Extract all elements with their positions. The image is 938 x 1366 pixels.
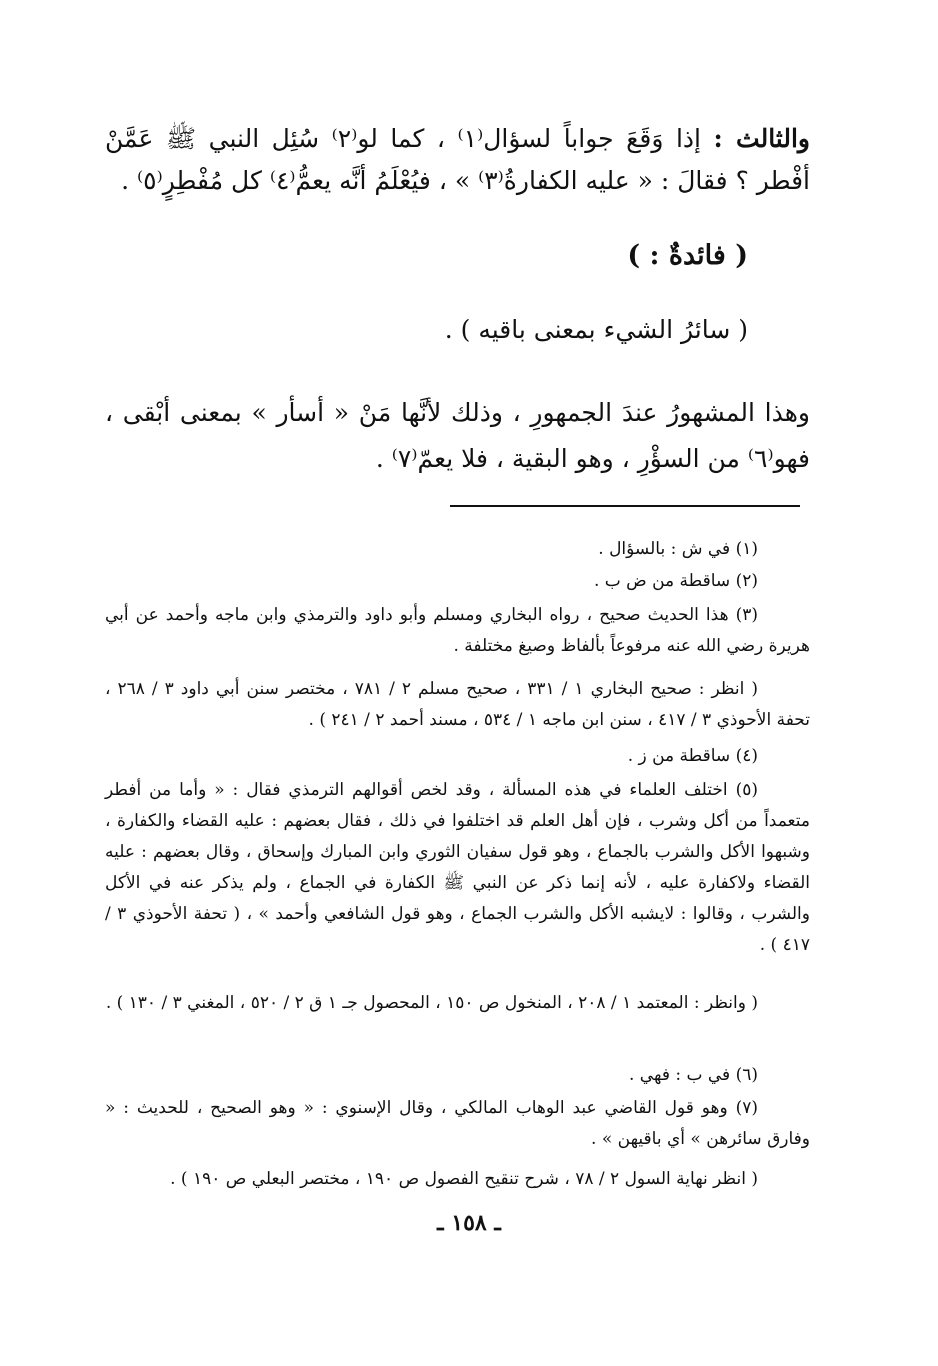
footnote-3-reference: ( انظر : صحيح البخاري ١ / ٣٣١ ، صحيح مسلم ٢ / ٧٨١ ، مختصر سنن أبي داود ٣ / ٢٦٨ ، تحفة الأحوذي ٣ / ٤١٧ ، سنن ابن ماجه ١ / ٥٣٤ ، مسند أحمد ٢ / ٢٤١ ) .: [105, 679, 810, 730]
footnote-5: (٥) اختلف العلماء في هذه المسألة ، وقد لخص أقوالهم الترمذي فقال : « وأما من أفطر متعمداً من أكل وشرب ، فإن أهل العلم قد اختلفوا في ذلك ، فقال بعضهم : عليه القضاء والكفارة ، وشبهوا الأكل والشرب بالجماع ، وهو قول سفيان الثوري وابن المبارك وإسحاق ، وقال بعضهم : عليه القضاء ولاكفارة عليه ، لأنه إنما ذكر عن النبي ﷺ الكفارة في الجماع ، ولم يذكر عنه في الأكل والشرب ، وقالوا : لايشبه الأكل والشرب الجماع ، وهو قول الشافعي وأحمد » ، ( تحفة الأحوذي ٣ / ٤١٧ ) .: [105, 780, 810, 955]
footnote-7: (٧) وهو قول القاضي عبد الوهاب المالكي ، وقال الإسنوي : « وهو الصحيح ، للحديث : « وفارق سائرهن » أي باقيهن » .: [105, 1098, 810, 1149]
footnote-6: (٦) في ب : فهي .: [629, 1065, 758, 1085]
footnote-5-reference: ( وانظر : المعتمد ١ / ٢٠٨ ، المنخول ص ١٥٠ ، المحصول جـ ١ ق ٢ / ٥٢٠ ، المغني ٣ / ١٣٠ ) .: [105, 993, 758, 1013]
paragraph-lead: والثالث :: [713, 124, 810, 153]
footnote-divider: [450, 505, 800, 507]
footnote-1: (١) في ش : بالسؤال .: [598, 539, 758, 559]
page-number: ـ ١٥٨ ـ: [437, 1210, 501, 1236]
main-paragraph-2: وهذا المشهورُ عندَ الجمهورِ ، وذلك لأنَّها مَنْ « أسأر » بمعنى أبْقى ، فهو⁽٦⁾ من السؤْرِ ، وهو البقية ، فلا يعمّ⁽٧⁾ .: [105, 398, 810, 473]
section-heading: ( فائدةٌ : ): [627, 240, 748, 271]
paragraph-text: إذا وَقَعَ جواباً لسؤال⁽١⁾ ، كما لو⁽٢⁾ سُئِل النبي ﷺ عَمَّنْ أفْطر ؟ فقالَ : « عليه الكفارةُ⁽٣⁾ » ، فيُعْلَمُ أنَّه يعمُّ⁽٤⁾ كل مُفْطِرٍ⁽٥⁾ .: [105, 124, 810, 195]
main-paragraph-1: [105, 118, 810, 202]
footnote-7-reference: ( انظر نهاية السول ٢ / ٧٨ ، شرح تنقيح الفصول ص ١٩٠ ، مختصر البعلي ص ١٩٠ ) .: [170, 1169, 758, 1189]
footnote-3: (٣) هذا الحديث صحيح ، رواه البخاري ومسلم وأبو داود والترمذي وابن ماجه وأحمد عن أبي هريرة رضي الله عنه مرفوعاً بألفاظ وصيغ مختلفة .: [105, 605, 810, 656]
footnote-2: (٢) ساقطة من ض ب .: [593, 571, 758, 591]
definition-phrase: ( سائرُ الشيء بمعنى باقيه ) .: [444, 315, 748, 344]
footnote-4: (٤) ساقطة من ز .: [627, 746, 758, 766]
